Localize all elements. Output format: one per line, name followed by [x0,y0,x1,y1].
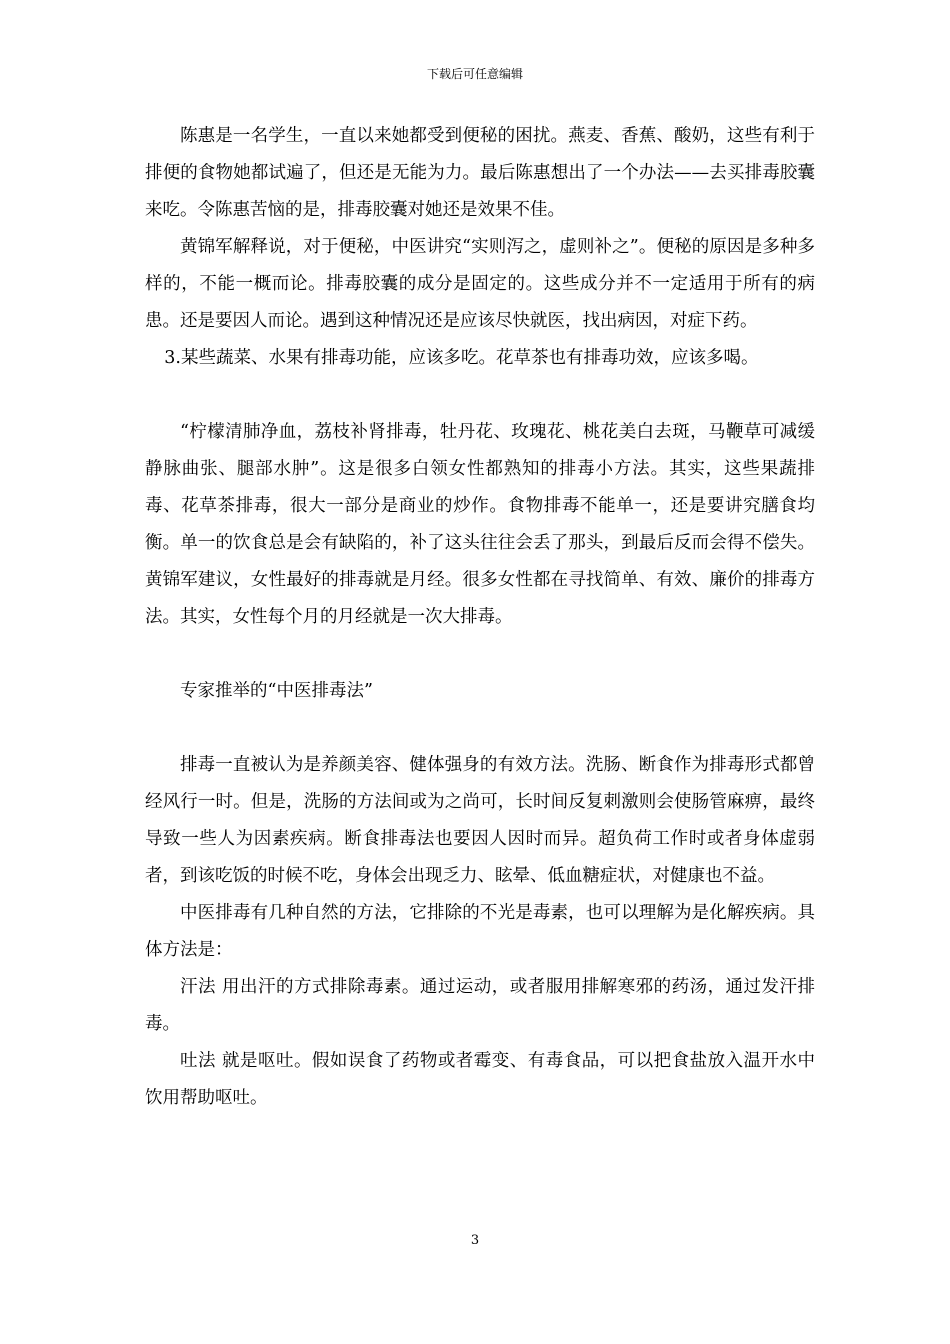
page-number: 3 [470,1233,480,1248]
paragraph-sweat-method: 汗法 用出汗的方式排除毒素。通过运动，或者服用排解寒邪的药汤，通过发汗排毒。 [145,977,815,1034]
paragraph-detox-methods-intro: 排毒一直被认为是养颜美容、健体强身的有效方法。洗肠、断食作为排毒形式都曾经风行一时。但是，洗肠的方法间或为之尚可，长时间反复刺激则会使肠管麻痹，最终导致一些人为因素疾病。断食排毒法也要因人因时而异。超负荷工作时或者身体虚弱者，到该吃饭的时候不吃，身体会出现乏力、眩晕、低血糖症状，对健康也不益。 [145,755,815,886]
document-body [145,118,815,1117]
paragraph-chen-hui-story: 陈惠是一名学生，一直以来她都受到便秘的困扰。燕麦、香蕉、酸奶，这些有利于排便的食物她都试遍了，但还是无能为力。最后陈惠想出了一个办法——去买排毒胶囊来吃。令陈惠苦恼的是，排毒胶囊对她还是效果不佳。 [145,126,815,220]
paragraph-vomit-method: 吐法 就是呕吐。假如误食了药物或者霉变、有毒食品，可以把食盐放入温开水中饮用帮助呕吐。 [145,1051,815,1108]
paragraph-gap [145,636,815,673]
section-heading-tcm-detox: 专家推举的“中医排毒法” [180,681,373,701]
paragraph-gap [145,377,815,414]
paragraph-tcm-natural-methods: 中医排毒有几种自然的方法，它排除的不光是毒素，也可以理解为是化解疾病。具体方法是： [145,903,815,960]
page-header-note: 下载后可任意编辑 [426,67,523,81]
paragraph-huang-explanation: 黄锦军解释说，对于便秘，中医讲究“实则泻之，虚则补之”。便秘的原因是多种多样的，不能一概而论。排毒胶囊的成分是固定的。这些成分并不一定适用于所有的病患。还是要因人而论。遇到这种情况还是应该尽快就医，找出病因，对症下药。 [145,237,815,331]
paragraph-point-3: 3.某些蔬菜、水果有排毒功能，应该多吃。花草茶也有排毒功效，应该多喝。 [164,348,759,368]
paragraph-fruit-flower-detox: “柠檬清肺净血，荔枝补肾排毒，牡丹花、玫瑰花、桃花美白去斑，马鞭草可减缓静脉曲张、腿部水肿”。这是很多白领女性都熟知的排毒小方法。其实，这些果蔬排毒、花草茶排毒，很大一部分是商业的炒作。食物排毒不能单一，还是要讲究膳食均衡。单一的饮食总是会有缺陷的，补了这头往往会丢了那头，到最后反而会得不偿失。黄锦军建议，女性最好的排毒就是月经。很多女性都在寻找简单、有效、廉价的排毒方法。其实，女性每个月的月经就是一次大排毒。 [145,422,815,627]
paragraph-gap [145,710,815,747]
